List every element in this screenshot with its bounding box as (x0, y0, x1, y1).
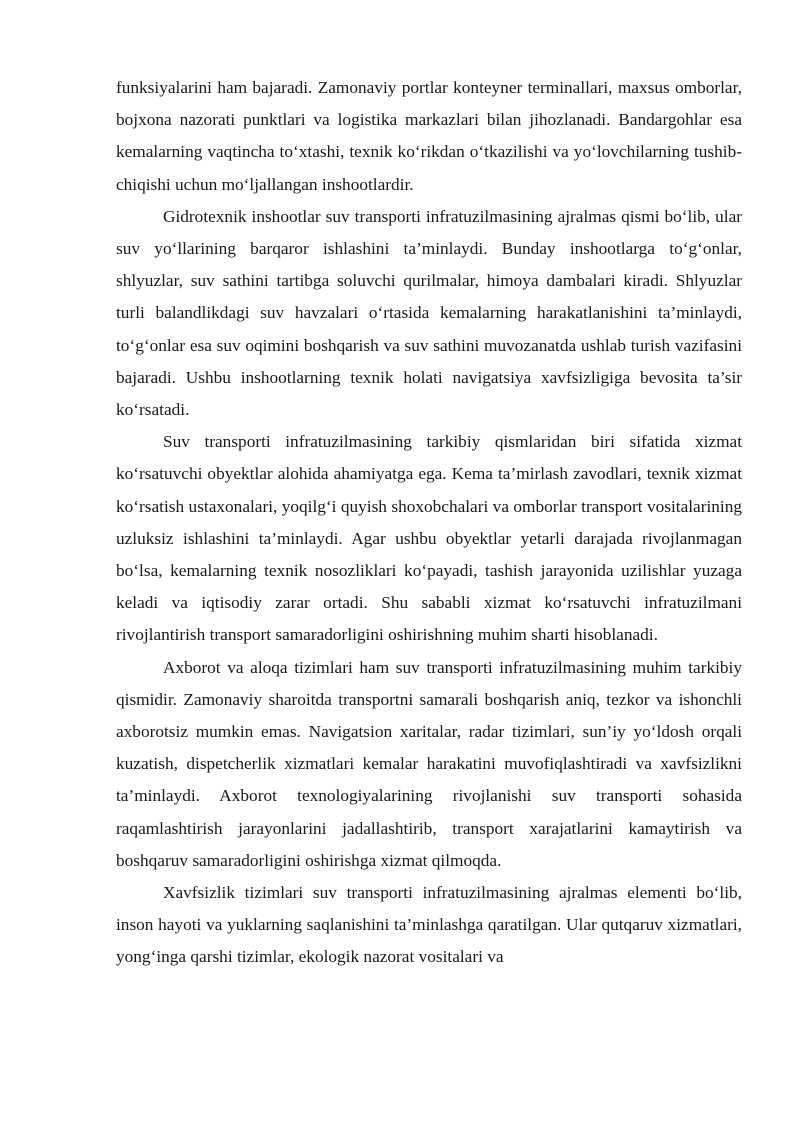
paragraph-continuation: funksiyalarini ham bajaradi. Zamonaviy portlar konteyner terminallari, maxsus omborlar, bojxona nazorati punktlari va logistika markazlari bilan jihozlanadi. Bandargohlar esa kemalarning vaqtincha to‘xtashi, texnik ko‘rikdan o‘tkazilishi va yo‘lovchilarning tushib-chiqishi uchun mo‘ljallangan inshootlardir. (116, 78, 742, 194)
paragraph-hydrotechnical-structures: Gidrotexnik inshootlar suv transporti infratuzilmasining ajralmas qismi bo‘lib, ular suv yo‘llarining barqaror ishlashini ta’minlaydi. Bunday inshootlarga to‘g‘onlar, shlyuzlar, suv sathini tartibga soluvchi qurilmalar, himoya dambalari kiradi. Shlyuzlar turli balandlikdagi suv havzalari o‘rtasida kemalarning harakatlanishini ta’minlaydi, to‘g‘onlar esa suv oqimini boshqarish va suv sathini muvozanatda ushlab turish vazifasini bajaradi. Ushbu inshootlarning texnik holati navigatsiya xavfsizligiga bevosita ta’sir ko‘rsatadi. (116, 206, 742, 420)
paragraph-service-facilities: Suv transporti infratuzilmasining tarkibiy qismlaridan biri sifatida xizmat ko‘rsatuvchi obyektlar alohida ahamiyatga ega. Kema ta’mirlash zavodlari, texnik xizmat ko‘rsatish ustaxonalari, yoqilg‘i quyish shoxobchalari va omborlar transport vositalarining uzluksiz ishlashini ta’minlaydi. Agar ushbu obyektlar yetarli darajada rivojlanmagan bo‘lsa, kemalarning texnik nosozliklari ko‘payadi, tashish jarayonida uzilishlar yuzaga keladi va iqtisodiy zarar ortadi. Shu sababli xizmat ko‘rsatuvchi infratuzilmani rivojlantirish transport samaradorligini oshirishning muhim sharti hisoblanadi. (116, 432, 742, 645)
paragraph-safety-systems: Xavfsizlik tizimlari suv transporti infratuzilmasining ajralmas elementi bo‘lib, inson hayoti va yuklarning saqlanishini ta’minlashga qaratilgan. Ular qutqaruv xizmatlari, yong‘inga qarshi tizimlar, ekologik nazorat vositalari va (116, 883, 742, 967)
paragraph-information-systems: Axborot va aloqa tizimlari ham suv transporti infratuzilmasining muhim tarkibiy qismidir. Zamonaviy sharoitda transportni samarali boshqarish aniq, tezkor va ishonchli axborotsiz mumkin emas. Navigatsion xaritalar, radar tizimlari, sun’iy yo‘ldosh orqali kuzatish, dispetcherlik xizmatlari kemalar harakatini muvofiqlashtiradi va xavfsizlikni ta’minlaydi. Axborot texnologiyalarining rivojlanishi suv transporti sohasida raqamlashtirish jarayonlarini jadallashtirib, transport xarajatlarini kamaytirish va boshqaruv samaradorligini oshirishga xizmat qilmoqda. (116, 657, 742, 870)
body-text (116, 72, 742, 974)
